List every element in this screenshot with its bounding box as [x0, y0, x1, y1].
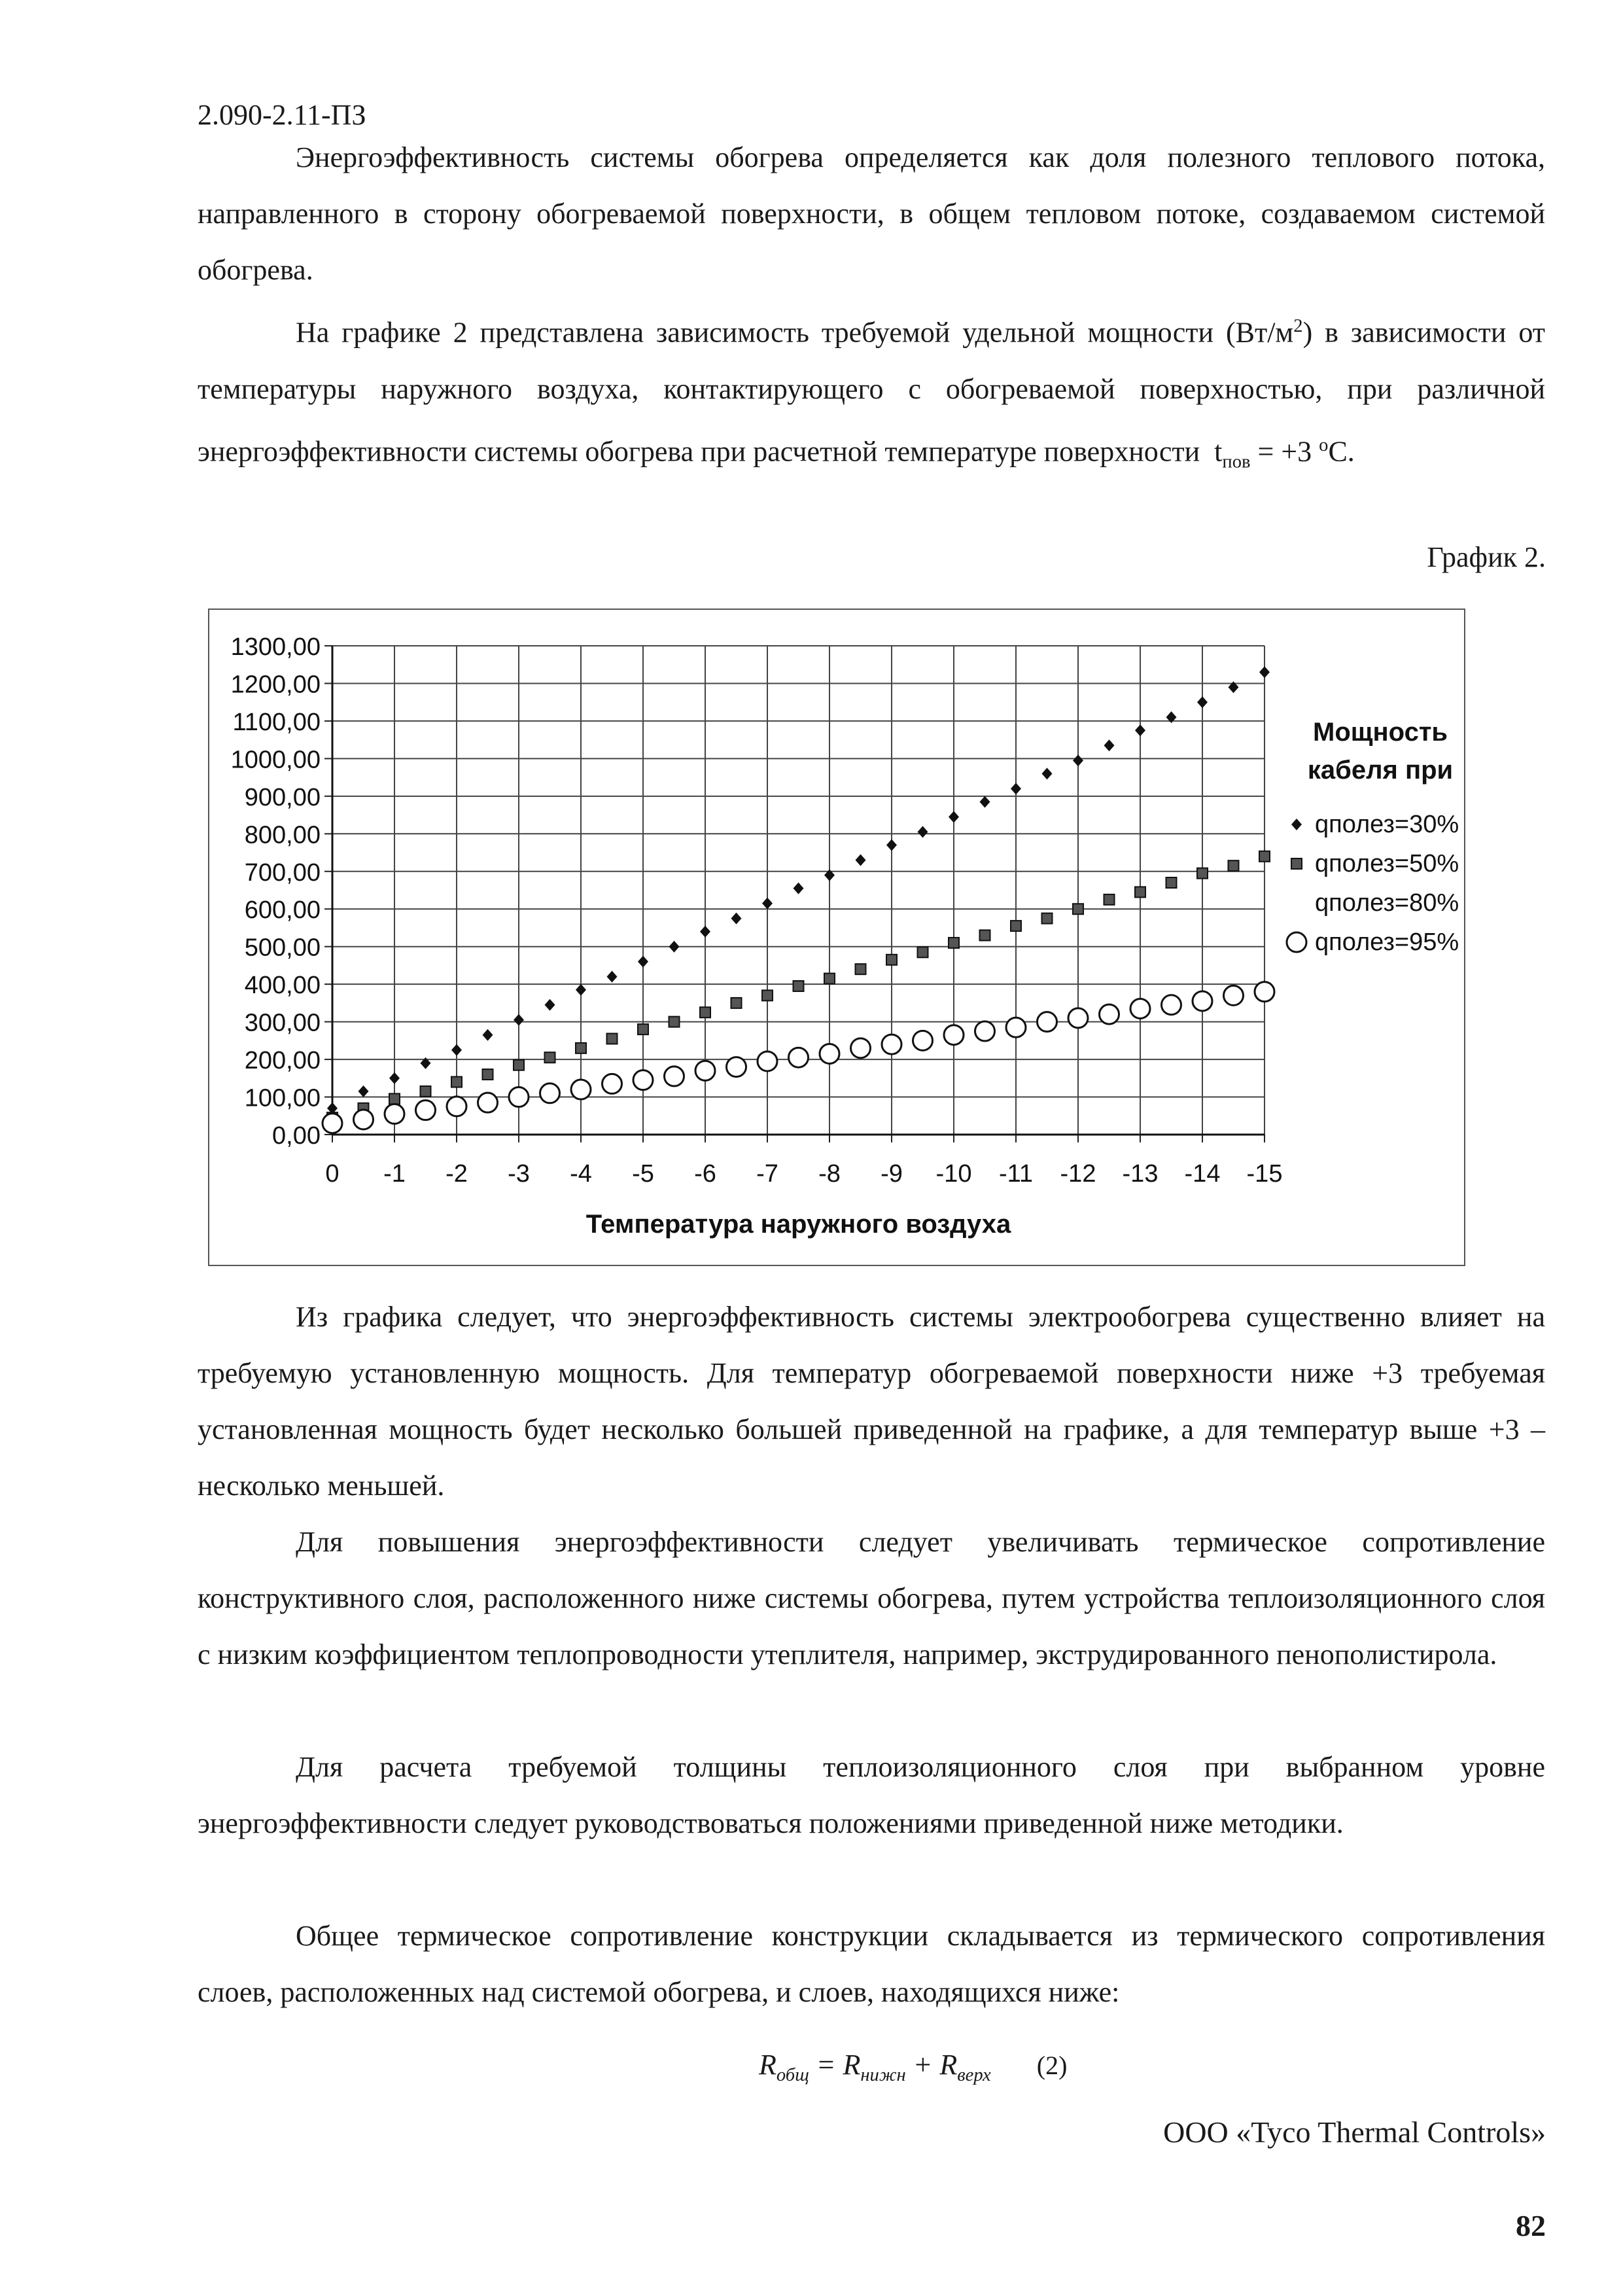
legend-marker [1291, 819, 1302, 830]
data-point-series-3 [1255, 982, 1274, 1002]
data-point-series-1 [918, 947, 928, 957]
data-point-series-0 [980, 796, 990, 807]
data-point-series-1 [856, 964, 866, 974]
data-point-series-0 [949, 811, 959, 822]
x-tick-label: -5 [632, 1160, 654, 1188]
x-tick-label: -15 [1246, 1160, 1283, 1188]
x-axis-label: Температура наружного воздуха [585, 1210, 1011, 1239]
data-point-series-3 [1068, 1008, 1088, 1028]
y-tick-label: 1100,00 [232, 708, 321, 736]
data-point-series-1 [421, 1086, 431, 1097]
data-point-series-1 [762, 990, 773, 1000]
data-point-series-3 [944, 1025, 964, 1045]
formula-eq: = [809, 2049, 843, 2081]
data-point-series-0 [731, 913, 742, 925]
data-point-series-1 [1166, 877, 1177, 888]
x-tick-label: -12 [1060, 1160, 1096, 1188]
data-point-series-3 [571, 1080, 591, 1099]
x-tick-label: -14 [1184, 1160, 1221, 1188]
y-tick-label: 1200,00 [230, 671, 321, 699]
p2-text-c: = +3 [1250, 435, 1312, 468]
paragraph-graph-conclusion: Из графика следует, что энергоэффективность системы электрообогрева существенно влияет на требуемую установленную мощность. Для температур обогреваемой поверхности ниже +3 требуемая установленная мощность будет несколько большей приведенной на графике, а для температур выше +3 – несколько меньшей. [198, 1301, 1545, 1502]
data-point-series-1 [1135, 887, 1145, 897]
data-point-series-0 [1259, 666, 1270, 678]
data-point-series-3 [820, 1044, 839, 1063]
formula-lhs-sub: общ [776, 2064, 809, 2085]
legend-title: Мощность [1313, 718, 1448, 747]
data-point-series-1 [1197, 868, 1208, 879]
p2-subscript: пов [1222, 451, 1251, 472]
formula-term1-sub: нижн [860, 2064, 906, 2085]
data-point-series-1 [638, 1024, 648, 1034]
data-point-series-3 [385, 1104, 404, 1123]
power-temperature-chart [209, 610, 1464, 1265]
y-tick-label: 100,00 [244, 1084, 321, 1112]
data-point-series-0 [451, 1044, 462, 1056]
formula-lhs: R [759, 2049, 777, 2081]
data-point-series-0 [1011, 783, 1021, 794]
data-point-series-3 [1162, 995, 1181, 1015]
data-point-series-1 [1229, 860, 1239, 871]
data-point-series-1 [1011, 921, 1021, 931]
legend-marker [1291, 858, 1302, 869]
y-tick-label: 0,00 [272, 1122, 321, 1150]
x-tick-label: -6 [694, 1160, 716, 1188]
y-tick-label: 1300,00 [230, 633, 321, 661]
y-tick-label: 1000,00 [230, 746, 321, 774]
data-point-series-0 [1073, 754, 1083, 766]
p2-superscript: 2 [1293, 316, 1303, 336]
data-point-series-1 [483, 1069, 493, 1080]
data-point-series-3 [1006, 1017, 1026, 1037]
data-point-series-0 [1135, 724, 1145, 736]
data-point-series-0 [762, 898, 773, 910]
data-point-series-0 [483, 1029, 493, 1041]
y-tick-label: 600,00 [244, 896, 321, 925]
data-point-series-3 [447, 1097, 466, 1116]
data-point-series-3 [540, 1084, 560, 1103]
x-tick-label: -3 [508, 1160, 530, 1188]
y-tick-label: 700,00 [244, 858, 321, 887]
data-point-series-0 [886, 839, 897, 851]
data-point-series-0 [576, 984, 586, 996]
formula-term2-sub: верх [957, 2064, 991, 2085]
data-point-series-1 [794, 981, 804, 991]
data-point-series-3 [1193, 991, 1212, 1011]
y-tick-label: 500,00 [244, 934, 321, 962]
data-point-series-3 [665, 1067, 684, 1086]
paragraph-graph-description [198, 298, 1545, 490]
p2-text-b: ) в зависимости от температуры наружного воздуха, контактирующего с обогреваемой поверхностью, при различной энергоэффективности системы обогрева при расчетной температуре поверхности [198, 316, 1545, 468]
data-point-series-3 [695, 1061, 715, 1080]
x-tick-label: -10 [935, 1160, 972, 1188]
data-point-series-3 [323, 1114, 342, 1133]
data-point-series-0 [1197, 696, 1208, 708]
formula-plus: + [905, 2049, 940, 2081]
formula-term1: R [843, 2049, 861, 2081]
legend-marker [1287, 932, 1306, 952]
data-point-series-3 [851, 1038, 871, 1058]
data-point-series-1 [949, 938, 959, 948]
data-point-series-3 [1038, 1012, 1057, 1032]
data-point-series-1 [389, 1093, 400, 1104]
x-tick-label: -4 [570, 1160, 592, 1188]
data-point-series-1 [886, 955, 897, 965]
legend-label: qполез=30% [1315, 811, 1459, 838]
data-point-series-3 [602, 1074, 622, 1093]
data-point-series-0 [389, 1072, 400, 1084]
graph-caption: График 2. [1427, 541, 1546, 573]
data-point-series-3 [509, 1087, 529, 1107]
data-point-series-0 [1042, 768, 1053, 779]
data-point-series-0 [545, 999, 555, 1011]
page-number: 82 [1516, 2209, 1546, 2242]
data-point-series-1 [545, 1052, 555, 1063]
data-point-series-0 [856, 855, 866, 866]
document-code: 2.090-2.11-ПЗ [198, 99, 366, 131]
x-tick-label: -9 [881, 1160, 903, 1188]
paragraph-energy-efficiency: Энергоэффективность системы обогрева определяется как доля полезного теплового потока, направленного в сторону обогреваемой поверхности, в общем тепловом потоке, создаваемом системой обогрева. [198, 141, 1545, 286]
data-point-series-3 [789, 1048, 809, 1067]
data-point-series-3 [354, 1110, 374, 1129]
data-point-series-1 [1259, 851, 1270, 862]
data-point-series-3 [727, 1057, 746, 1077]
p2-degree: o [1319, 434, 1329, 455]
company-name: ООО «Tyco Thermal Controls» [1163, 2115, 1546, 2149]
data-point-series-3 [416, 1101, 436, 1120]
y-tick-label: 400,00 [244, 972, 321, 1000]
data-point-series-3 [1130, 999, 1150, 1019]
data-point-series-3 [633, 1070, 653, 1090]
data-point-series-1 [1073, 904, 1083, 914]
p2-t: t [1214, 435, 1223, 468]
paragraph-total-resistance: Общее термическое сопротивление конструкции складывается из термического сопротивления слоев, расположенных над системой обогрева, и слоев, находящихся ниже: [198, 1920, 1545, 2008]
data-point-series-0 [638, 956, 648, 968]
formula-number: (2) [1036, 2051, 1068, 2080]
data-point-series-3 [975, 1021, 995, 1041]
x-tick-label: -11 [998, 1160, 1034, 1188]
data-point-series-3 [1224, 985, 1244, 1005]
legend-label: qполез=50% [1315, 850, 1459, 877]
data-point-series-3 [758, 1051, 777, 1071]
data-point-series-0 [918, 826, 928, 838]
data-point-series-1 [731, 998, 742, 1008]
data-point-series-3 [913, 1031, 933, 1050]
paragraph-calculation-method: Для расчета требуемой толщины теплоизоляционного слоя при выбранном уровне энергоэффективности следует руководствоваться положениями приведенной ниже методики. [198, 1751, 1545, 1839]
y-tick-label: 200,00 [244, 1047, 321, 1075]
formula-2 [759, 2048, 1067, 2086]
data-point-series-3 [478, 1093, 498, 1112]
data-point-series-1 [514, 1060, 524, 1070]
data-point-series-3 [1100, 1004, 1119, 1024]
data-point-series-0 [607, 971, 618, 983]
legend-title: кабеля при [1307, 756, 1454, 785]
y-tick-label: 300,00 [244, 1009, 321, 1037]
y-tick-label: 900,00 [244, 783, 321, 811]
p2-text-a: На графике 2 представлена зависимость требуемой удельной мощности (Вт/м [296, 316, 1294, 349]
legend-label: qполез=95% [1315, 928, 1459, 956]
x-tick-label: -1 [383, 1160, 406, 1188]
data-point-series-1 [1104, 894, 1115, 905]
x-tick-label: -8 [818, 1160, 841, 1188]
x-tick-label: -7 [756, 1160, 778, 1188]
data-point-series-3 [882, 1034, 901, 1054]
data-point-series-0 [358, 1086, 369, 1097]
data-point-series-0 [794, 883, 804, 894]
data-point-series-1 [607, 1033, 618, 1044]
data-point-series-0 [514, 1014, 524, 1026]
formula-term2: R [939, 2049, 958, 2081]
data-point-series-0 [700, 926, 710, 938]
chart-frame [208, 609, 1465, 1266]
x-tick-label: 0 [325, 1160, 340, 1188]
data-point-series-1 [980, 930, 990, 940]
data-point-series-0 [1104, 739, 1115, 751]
data-point-series-1 [700, 1007, 710, 1017]
data-point-series-1 [451, 1077, 462, 1087]
x-tick-label: -13 [1122, 1160, 1159, 1188]
x-tick-label: -2 [445, 1160, 468, 1188]
data-point-series-1 [824, 974, 835, 984]
data-point-series-1 [1042, 913, 1053, 924]
p2-text-d: C. [1328, 435, 1355, 468]
data-point-series-0 [669, 941, 680, 953]
paragraph-thermal-resistance: Для повышения энергоэффективности следует увеличивать термическое сопротивление конструктивного слоя, расположенного ниже системы обогрева, путем устройства теплоизоляционного слоя с низким коэффициентом теплопроводности утеплителя, например, экструдированного пенополистирола. [198, 1526, 1545, 1670]
data-point-series-1 [576, 1043, 586, 1053]
legend-label: qполез=80% [1315, 889, 1459, 917]
y-tick-label: 800,00 [244, 821, 321, 849]
data-point-series-1 [669, 1017, 680, 1027]
